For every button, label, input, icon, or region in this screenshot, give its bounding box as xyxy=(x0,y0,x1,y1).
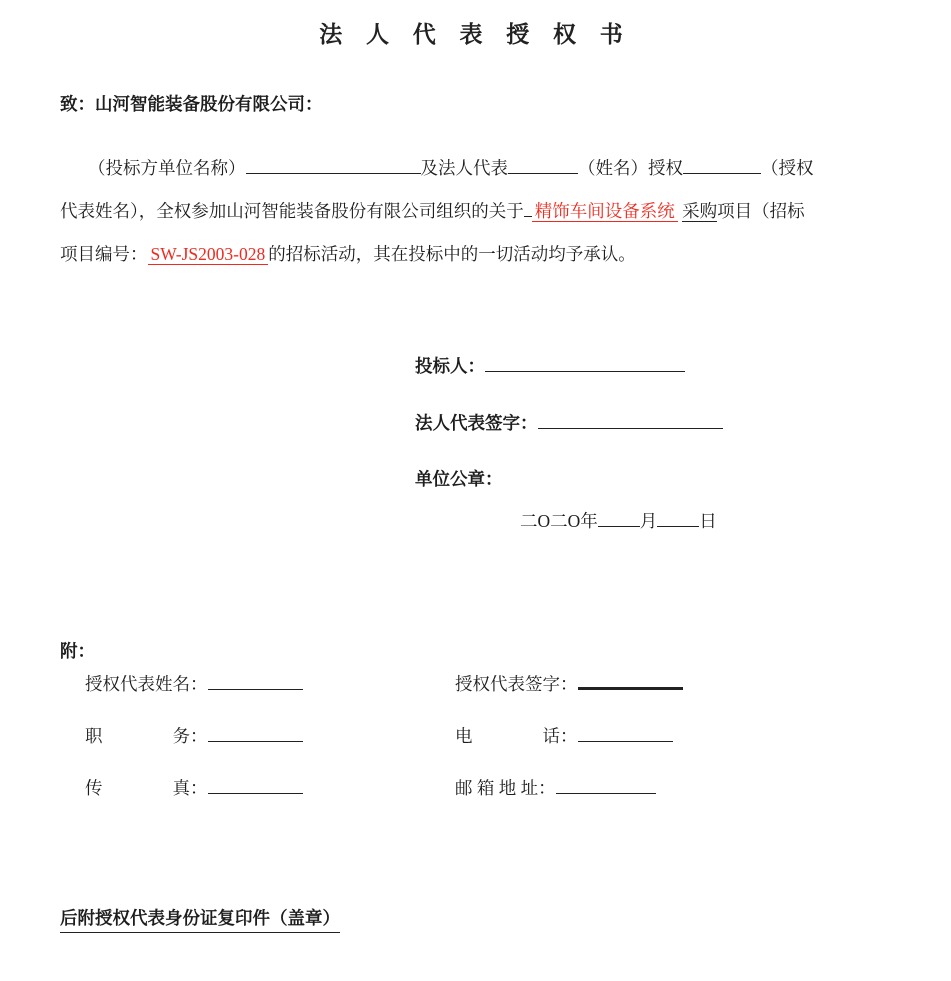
company-seal-row xyxy=(415,466,723,491)
date-line xyxy=(520,507,717,533)
email-cell xyxy=(455,774,656,800)
blank-bidder xyxy=(485,352,685,372)
project-code-highlight: SW-JS2003-028 xyxy=(148,244,269,265)
blank-rep-name xyxy=(208,670,303,690)
phone-cell xyxy=(455,722,673,748)
procurement-word-underlined: 采购 xyxy=(682,201,718,221)
attachment-row-name-signature xyxy=(85,670,915,722)
date-month-text: 月 xyxy=(639,511,658,531)
project-name-highlight: 精饰车间设备系统 xyxy=(532,201,678,222)
fax-label: 传 真： xyxy=(85,778,208,798)
email-label: 邮 箱 地 址： xyxy=(455,778,556,798)
body-text: （投标方单位名称） xyxy=(88,158,246,178)
attachment-row-fax-email xyxy=(85,774,915,826)
body-paragraph xyxy=(60,147,920,276)
attachment-rows xyxy=(85,670,915,826)
fax-cell xyxy=(85,774,303,800)
signature-block xyxy=(415,352,723,522)
bidder-row xyxy=(415,352,723,378)
footer-note-id-copy: 后附授权代表身份证复印件（盖章） xyxy=(60,905,340,933)
blank-bidder-company-name xyxy=(246,154,421,174)
body-text: 项目编号： xyxy=(60,244,148,264)
underline-lead-segment xyxy=(524,197,532,217)
blank-email xyxy=(556,774,656,794)
attachment-heading: 附： xyxy=(60,641,95,661)
blank-legal-rep-name xyxy=(508,154,578,174)
date-day-text: 日 xyxy=(699,511,717,531)
body-text: 的招标活动，其在投标中的一切活动均予承认。 xyxy=(268,244,636,264)
rep-name-cell xyxy=(85,670,303,696)
rep-signature-cell xyxy=(455,670,683,696)
body-line-2 xyxy=(60,190,920,233)
legal-rep-sign-label: 法人代表签字： xyxy=(415,413,538,433)
company-seal-label: 单位公章： xyxy=(415,469,503,489)
blank-legal-rep-signature xyxy=(538,409,723,429)
body-text: 及法人代表 xyxy=(420,158,508,178)
job-title-cell xyxy=(85,722,303,748)
blank-job-title xyxy=(208,722,303,742)
addressee-line: 致：山河智能装备股份有限公司： xyxy=(60,94,323,114)
blank-phone xyxy=(578,722,673,742)
rep-signature-label: 授权代表签字： xyxy=(455,674,578,694)
document-title: 法 人 代 表 授 权 书 xyxy=(319,22,632,47)
body-text: 项目（招标 xyxy=(717,201,805,221)
body-text: 代表姓名），全权参加山河智能装备股份有限公司组织的关于 xyxy=(60,201,524,221)
body-text: （姓名）授权 xyxy=(578,158,683,178)
body-line-1 xyxy=(60,147,920,190)
date-year-text: 二O二O年 xyxy=(520,511,598,531)
blank-rep-signature xyxy=(578,670,683,690)
bidder-label: 投标人： xyxy=(415,356,485,376)
blank-fax xyxy=(208,774,303,794)
body-line-3 xyxy=(60,233,920,276)
attachment-row-title-phone xyxy=(85,722,915,774)
body-text: （授权 xyxy=(761,158,814,178)
phone-label: 电 话： xyxy=(455,726,578,746)
rep-name-label: 授权代表姓名： xyxy=(85,674,208,694)
legal-rep-signature-row xyxy=(415,409,723,435)
blank-day xyxy=(657,507,699,527)
job-title-label: 职 务： xyxy=(85,726,208,746)
blank-authorized-rep xyxy=(683,154,761,174)
blank-month xyxy=(598,507,640,527)
